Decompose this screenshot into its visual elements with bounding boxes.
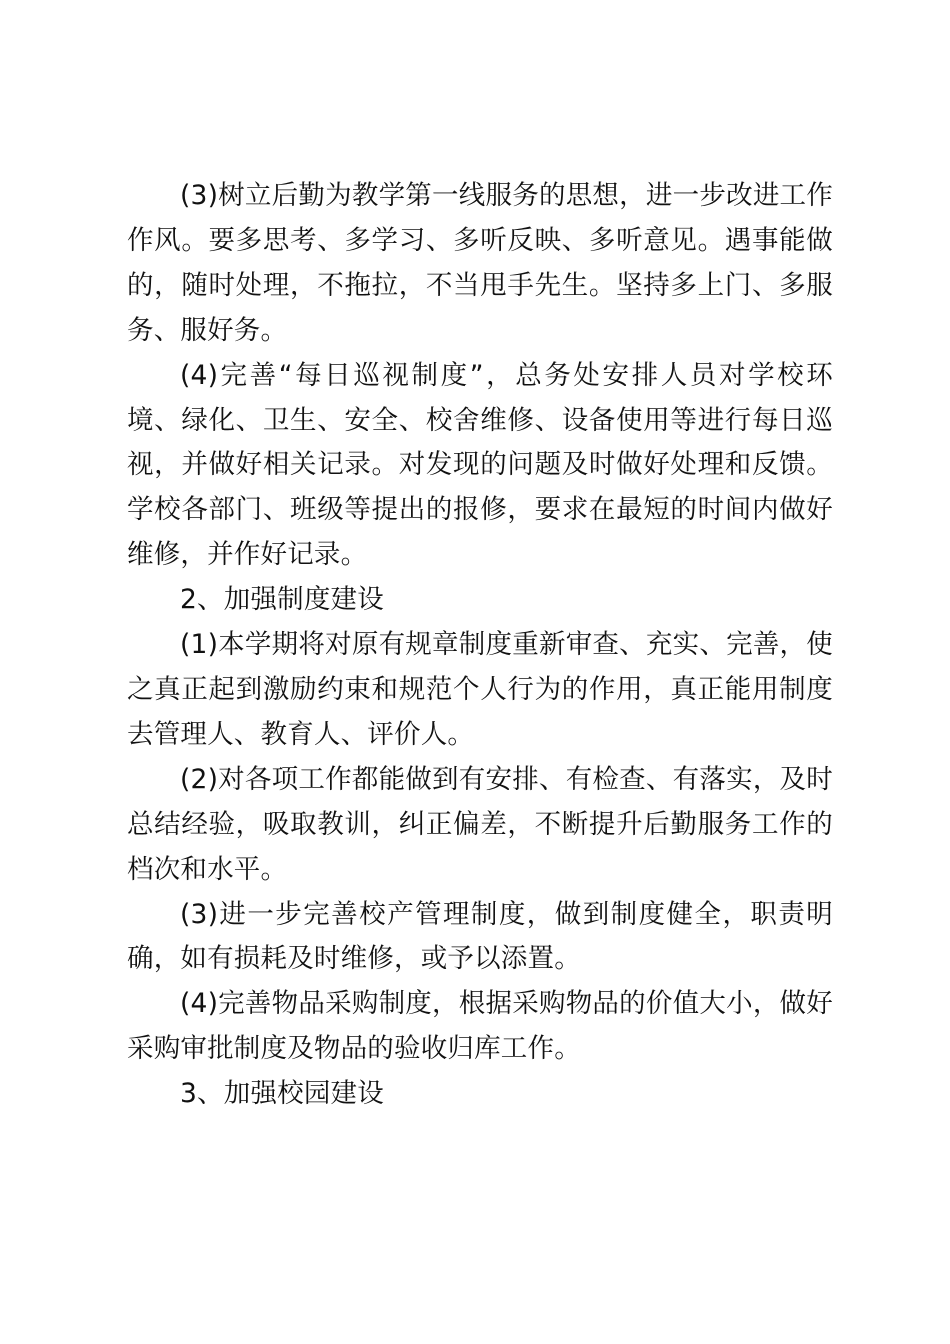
document-page: [127, 174, 833, 1117]
paragraph-4-daily-inspection: (4)完善“每日巡视制度”，总务处安排人员对学校环境、绿化、卫生、安全、校舍维修、设备使用等进行每日巡视，并做好相关记录。对发现的问题及时做好处理和反馈。学校各部门、班级等提出的报修，要求在最短的时间内做好维修，并作好记录。: [127, 359, 833, 571]
paragraph-2-work-implementation: (2)对各项工作都能做到有安排、有检查、有落实，及时总结经验，吸取教训，纠正偏差，不断提升后勤服务工作的档次和水平。: [127, 763, 833, 885]
section-heading-campus-building: 3、加强校园建设: [180, 1078, 384, 1110]
paragraph-4-procurement: (4)完善物品采购制度，根据采购物品的价值大小，做好采购审批制度及物品的验收归库工作。: [127, 988, 833, 1065]
paragraph-1-rules-review: (1)本学期将对原有规章制度重新审查、充实、完善，使之真正起到激励约束和规范个人行为的作用，真正能用制度去管理人、教育人、评价人。: [127, 629, 833, 750]
paragraph-3-asset-management: (3)进一步完善校产管理制度，做到制度健全，职责明确，如有损耗及时维修，或予以添置。: [127, 898, 833, 975]
section-heading-system-building: 2、加强制度建设: [180, 584, 384, 616]
paragraph-3-work-style: (3)树立后勤为教学第一线服务的思想，进一步改进工作作风。要多思考、多学习、多听反映、多听意见。遇事能做的，随时处理，不拖拉，不当甩手先生。坚持多上门、多服务、服好务。: [127, 180, 833, 346]
